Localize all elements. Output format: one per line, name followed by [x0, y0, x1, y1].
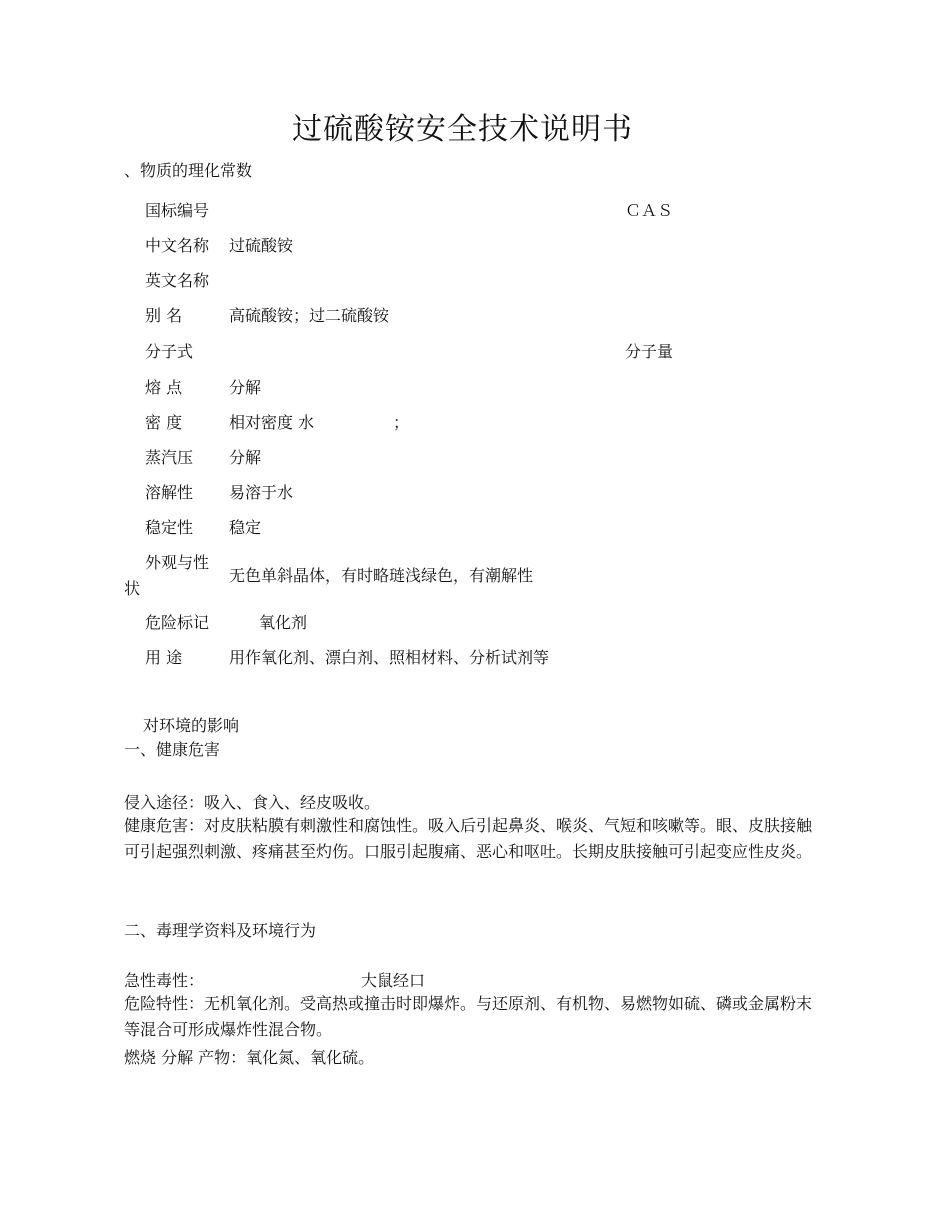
solubility-label: 溶解性 [145, 483, 194, 502]
density-separator: ； [393, 413, 410, 432]
density-label: 密 度 [145, 413, 183, 432]
danger-property-paragraph: 危险特性：无机氧化剂。受高热或撞击时即爆炸。与还原剂、有机物、易燃物如硫、磷或金属粉末等混合可形成爆炸性混合物。 [124, 994, 813, 1039]
acute-toxicity-value: 大鼠经口 [361, 971, 426, 990]
mp-value: 分解 [229, 378, 262, 397]
acute-toxicity-label: 急性毒性： [124, 971, 205, 990]
solubility-value: 易溶于水 [229, 483, 294, 502]
stability-label: 稳定性 [145, 518, 194, 537]
formula-label: 分子式 [145, 342, 194, 361]
hazard-mark-value: 氧化剂 [259, 613, 308, 632]
vp-label: 蒸汽压 [145, 448, 194, 467]
page-title: 过硫酸铵安全技术说明书 [292, 112, 633, 147]
alias-label: 别 名 [145, 306, 183, 325]
env-heading: 对环境的影响 [143, 716, 240, 735]
cn-name-label: 中文名称 [145, 236, 210, 255]
appearance-value: 无色单斜晶体，有时略琏浅绿色，有潮解性 [229, 566, 534, 585]
id-label: 国标编号 [145, 201, 210, 220]
vp-value: 分解 [229, 448, 262, 467]
stability-value: 稳定 [229, 518, 262, 537]
use-value: 用作氧化剂、漂白剂、照相材料、分析试剂等 [229, 648, 550, 667]
hazard-mark-label: 危险标记 [145, 613, 210, 632]
appearance-label-line2: 状 [124, 579, 141, 598]
section1-heading: 、物质的理化常数 [124, 161, 253, 180]
cn-name-value: 过硫酸铵 [229, 236, 294, 255]
density-value: 相对密度 水 [229, 413, 315, 432]
mp-label: 熔 点 [145, 378, 183, 397]
health-hazard-paragraph: 健康危害：对皮肤粘膜有刺激性和腐蚀性。吸入后引起鼻炎、喉炎、气短和咳嗽等。眼、皮肤接触可引起强烈刺激、疼痛甚至灼伤。口服引起腹痛、恶心和呕吐。长期皮肤接触可引起变应性皮炎。 [124, 816, 813, 861]
alias-value: 高硫酸铵；过二硫酸铵 [229, 306, 390, 325]
cas-label: ＣＡＳ [625, 201, 674, 220]
combustion-products: 燃烧 分解 产物：氧化氮、氧化硫。 [124, 1048, 375, 1067]
intake-route: 侵入途径：吸入、食入、经皮吸收。 [124, 793, 381, 812]
health-heading: 一、健康危害 [124, 740, 221, 759]
tox-heading: 二、毒理学资料及环境行为 [124, 921, 317, 940]
use-label: 用 途 [145, 648, 183, 667]
en-name-label: 英文名称 [145, 271, 210, 290]
appearance-label-line1: 外观与性 [145, 553, 210, 572]
mw-label: 分子量 [625, 342, 674, 361]
